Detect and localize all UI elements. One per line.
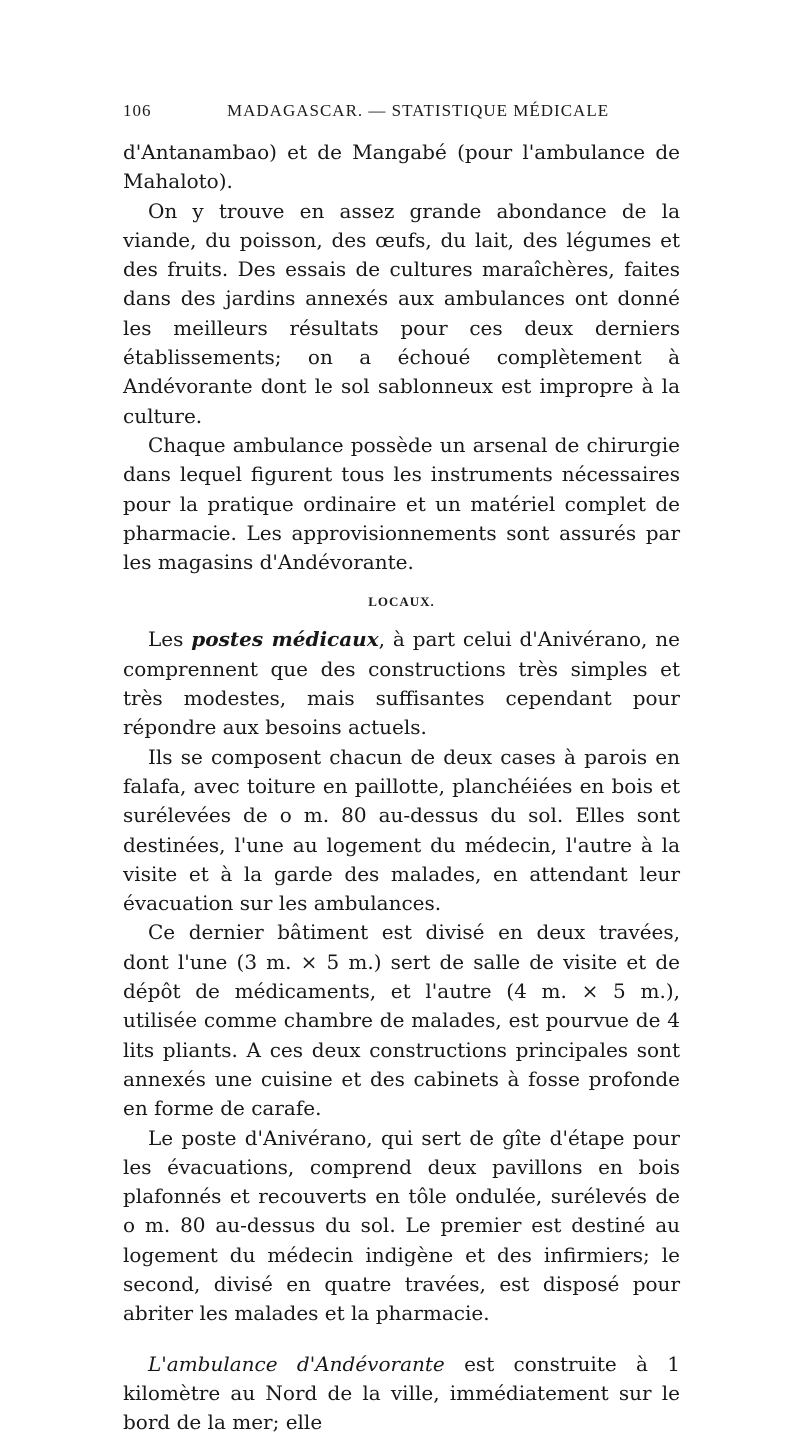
paragraph-surgery-arsenal: Chaque ambulance possède un arsenal de chirurgie dans lequel figurent tous les instruments nécessaires pour la pratique ordinaire et un matériel complet de pharmacie. Les approvisionnements sont assurés par les magasins d'Andévorante. bbox=[123, 432, 680, 575]
page-number: 106 bbox=[123, 101, 152, 120]
paragraph-postes-medicaux-text: , à part celui d'Anivérano, ne comprennent que des constructions très simples et très modestes, mais suffisantes cependant pour répondre aux besoins actuels. bbox=[123, 627, 681, 740]
paragraph-lead-word: Les bbox=[148, 627, 184, 652]
paragraph-postes-medicaux bbox=[123, 625, 680, 742]
running-title: MADAGASCAR. — STATISTIQUE MÉDICALE bbox=[227, 101, 610, 120]
paragraph-batiment: Ce dernier bâtiment est divisé en deux travées, dont l'une (3 m. × 5 m.) sert de salle de visite et de dépôt de médicaments, et l'autre (4 m. × 5 m.), utilisée comme chambre de malades, est pourvue de 4 lits pliants. A ces deux constructions principales sont annexés une cuisine et des cabinets à fosse profonde en forme de carafe. bbox=[123, 920, 680, 1121]
paragraph-continuation: d'Antanambao) et de Mangabé (pour l'ambulance de Mahaloto). bbox=[123, 140, 680, 194]
section-heading-locaux: LOCAUX. bbox=[368, 594, 435, 610]
paragraph-aniverano: Le poste d'Anivérano, qui sert de gîte d'étape pour les évacuations, comprend deux pavillons en bois plafonnés et recouverts en tôle ondulée, surélevés de o m. 80 au-dessus du sol. Le premier est destiné au logement du médecin indigène et des infirmiers; le second, divisé en quatre travées, est disposé pour abriter les malades et la pharmacie. bbox=[123, 1125, 680, 1326]
paragraph-food-supply: On y trouve en assez grande abondance de la viande, du poisson, des œufs, du lait, des légumes et des fruits. Des essais de cultures maraîchères, faites dans des jardins annexés aux ambulances ont donné les meilleurs résultats pour ces deux derniers établissements; on a échoué complètement à Andévorante dont le sol sablonneux est impropre à la culture. bbox=[123, 198, 680, 428]
paragraph-ambulance-andevorante bbox=[123, 1350, 680, 1437]
paragraph-cases: Ils se composent chacun de deux cases à parois en falafa, avec toiture en paillotte, planchéiées en bois et surélevées de o m. 80 au-dessus du sol. Elles sont destinées, l'une au logement du médecin, l'autre à la visite et à la garde des malades, en attendant leur évacuation sur les ambulances. bbox=[123, 744, 680, 916]
running-head bbox=[123, 101, 680, 127]
italic-term-ambulance: L'ambulance d'Andévorante bbox=[148, 1351, 445, 1376]
paragraph-ambulance-text: est construite à 1 kilomètre au Nord de la ville, immédiatement sur le bord de la mer; elle bbox=[123, 1351, 680, 1435]
body-text bbox=[123, 138, 680, 1437]
paragraph-gap bbox=[123, 1329, 680, 1350]
italic-term-postes-medicaux: postes médicaux bbox=[191, 627, 379, 652]
